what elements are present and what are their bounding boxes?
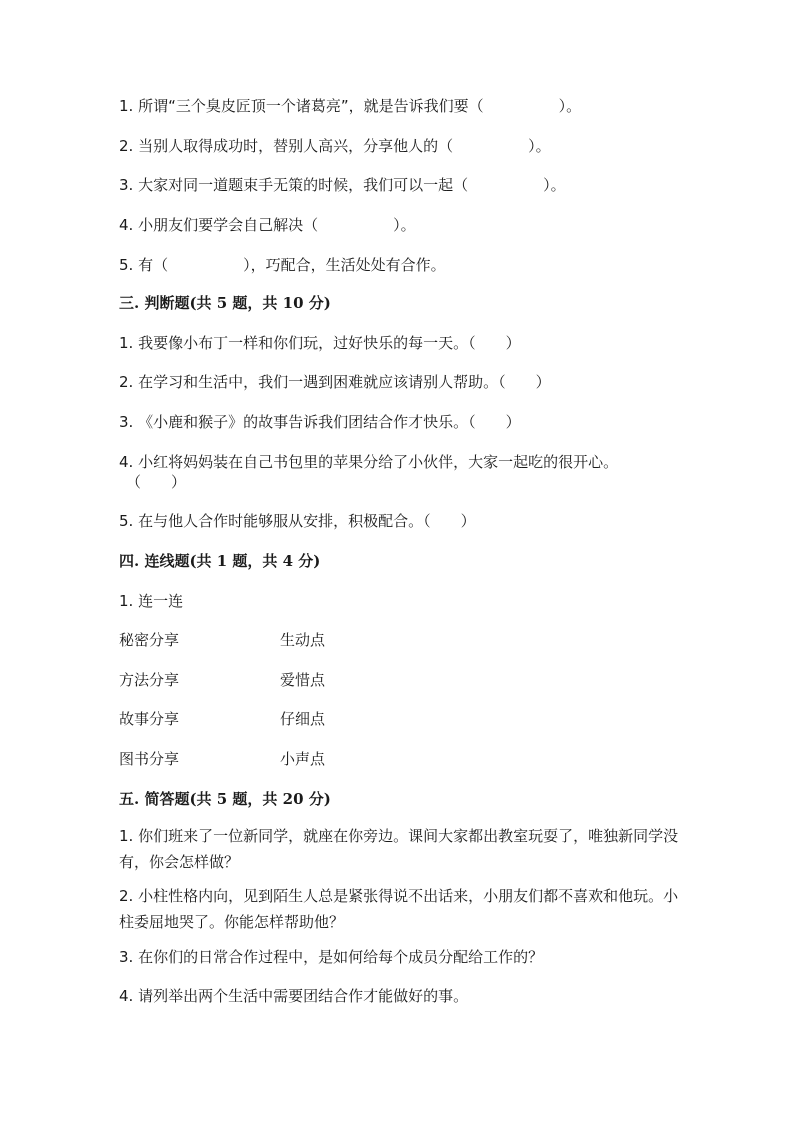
matching-section-heading: 四. 连线题(共 1 题，共 4 分) [119,552,321,570]
matching-right-item: 爱惜点 [280,671,326,689]
matching-left-item: 故事分享 [119,710,180,728]
fill-blank-question-2: 2. 当别人取得成功时，替别人高兴，分享他人的（ ）。 [119,137,551,155]
judge-question-4: 4. 小红将妈妈装在自己书包里的苹果分给了小伙伴，大家一起吃的很开心。 [119,453,619,471]
fill-blank-question-3: 3. 大家对同一道题束手无策的时候，我们可以一起（ ）。 [119,176,566,194]
matching-right-item: 生动点 [280,631,326,649]
short-answer-question-2: 2. 小柱性格内向，见到陌生人总是紧张得说不出话来，小朋友们都不喜欢和他玩。小柱委屈地哭了。你能怎样帮助他？ [119,887,679,931]
judge-question-3: 3. 《小鹿和猴子》的故事告诉我们团结合作才快乐。（ ） [119,413,521,431]
matching-right-item: 仔细点 [280,710,326,728]
matching-left-item: 秘密分享 [119,631,180,649]
short-answer-question-1: 1. 你们班来了一位新同学，就座在你旁边。课间大家都出教室玩耍了，唯独新同学没有，你会怎样做？ [119,827,679,871]
matching-prompt: 1. 连一连 [119,592,184,610]
judge-question-1: 1. 我要像小布丁一样和你们玩，过好快乐的每一天。（ ） [119,334,521,352]
fill-blank-question-5: 5. 有（ ），巧配合，生活处处有合作。 [119,256,446,274]
fill-blank-question-1: 1. 所谓“三个臭皮匠顶一个诸葛亮”，就是告诉我们要（ ）。 [119,97,582,115]
matching-left-item: 方法分享 [119,671,180,689]
short-answer-section-heading: 五. 简答题(共 5 题，共 20 分) [119,790,331,808]
judge-question-5: 5. 在与他人合作时能够服从安排，积极配合。（ ） [119,512,476,530]
judge-question-4-bracket: （ ） [126,473,187,491]
judge-section-heading: 三. 判断题(共 5 题，共 10 分) [119,294,331,312]
fill-blank-question-4: 4. 小朋友们要学会自己解决（ ）。 [119,216,416,234]
short-answer-question-3: 3. 在你们的日常合作过程中，是如何给每个成员分配给工作的？ [119,948,544,966]
short-answer-question-4: 4. 请列举出两个生活中需要团结合作才能做好的事。 [119,987,469,1005]
matching-right-item: 小声点 [280,750,326,768]
judge-question-2: 2. 在学习和生活中，我们一遇到困难就应该请别人帮助。（ ） [119,373,551,391]
matching-left-item: 图书分享 [119,750,180,768]
